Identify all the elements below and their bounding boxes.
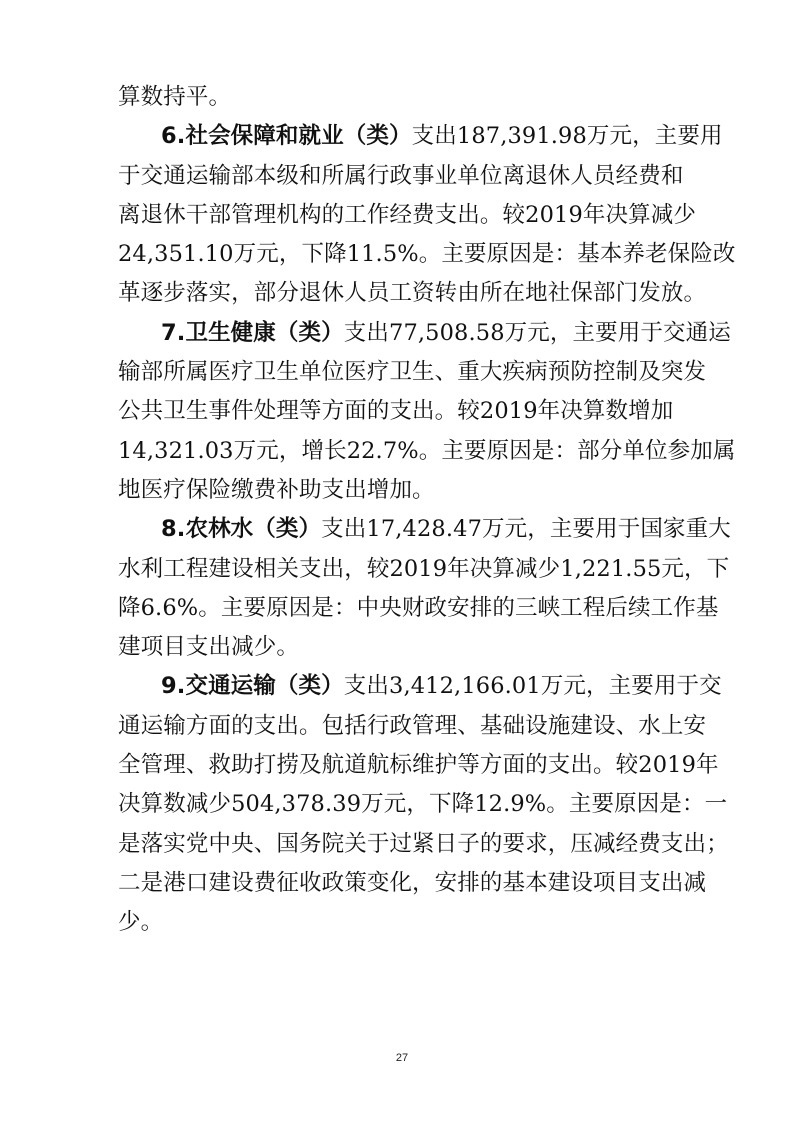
text-run: 支出77,508.58万元，主要用于交通运 bbox=[343, 319, 731, 346]
paragraph-agriculture bbox=[118, 510, 731, 667]
text-line: 通运输方面的支出。包括行政管理、基础设施建设、水上安 bbox=[118, 712, 707, 739]
paragraph-continuation bbox=[118, 78, 682, 117]
text-line: 14,321.03万元，增长22.7%。主要原因是：部分单位参加属 bbox=[118, 437, 736, 464]
paragraph-transport bbox=[118, 667, 729, 942]
text-line: 算数持平。 bbox=[118, 84, 232, 110]
text-line: 全管理、救助打捞及航道航标维护等方面的支出。较2019年 bbox=[118, 752, 719, 779]
text-line: 公共卫生事件处理等方面的支出。较2019年决算数增加 bbox=[118, 398, 674, 425]
text-line bbox=[118, 314, 731, 353]
text-line bbox=[118, 117, 723, 156]
text-line: 是落实党中央、国务院关于过紧日子的要求，压减经费支出； bbox=[118, 830, 729, 857]
section-heading-health: 7.卫生健康（类） bbox=[161, 319, 344, 346]
document-body bbox=[118, 78, 736, 943]
section-heading-transport: 9.交通运输（类） bbox=[161, 673, 344, 700]
text-line bbox=[118, 510, 731, 549]
text-line bbox=[118, 667, 722, 706]
text-line: 地医疗保险缴费补助支出增加。 bbox=[118, 476, 435, 503]
section-heading-agriculture: 8.农林水（类） bbox=[161, 516, 322, 543]
text-line: 24,351.10万元，下降11.5%。主要原因是：基本养老保险改 bbox=[118, 241, 736, 268]
text-line: 于交通运输部本级和所属行政事业单位离退休人员经费和 bbox=[118, 162, 684, 189]
text-line: 建项目支出减少。 bbox=[118, 634, 299, 661]
page-number: 27 bbox=[395, 1052, 409, 1064]
text-line: 水利工程建设相关支出，较2019年决算减少1,221.55元，下 bbox=[118, 555, 730, 582]
text-line: 革逐步落实，部分退休人员工资转由所在地社保部门发放。 bbox=[118, 280, 707, 307]
text-run: 支出187,391.98万元，主要用 bbox=[411, 123, 723, 150]
text-line: 离退休干部管理机构的工作经费支出。较2019年决算减少 bbox=[118, 201, 697, 228]
text-run: 支出17,428.47万元，主要用于国家重大 bbox=[321, 516, 731, 543]
text-line: 二是港口建设费征收政策变化，安排的基本建设项目支出减 bbox=[118, 869, 707, 896]
paragraph-social-security bbox=[118, 117, 736, 313]
text-line: 决算数减少504,378.39万元，下降12.9%。主要原因是：一 bbox=[118, 791, 728, 818]
text-line: 降6.6%。主要原因是：中央财政安排的三峡工程后续工作基 bbox=[118, 594, 719, 621]
paragraph-health bbox=[118, 314, 736, 510]
text-line: 输部所属医疗卫生单位医疗卫生、重大疾病预防控制及突发 bbox=[118, 359, 707, 386]
text-line: 少。 bbox=[118, 909, 164, 936]
section-heading-social-security: 6.社会保障和就业（类） bbox=[161, 123, 412, 150]
text-run: 支出3,412,166.01万元，主要用于交 bbox=[343, 673, 722, 700]
